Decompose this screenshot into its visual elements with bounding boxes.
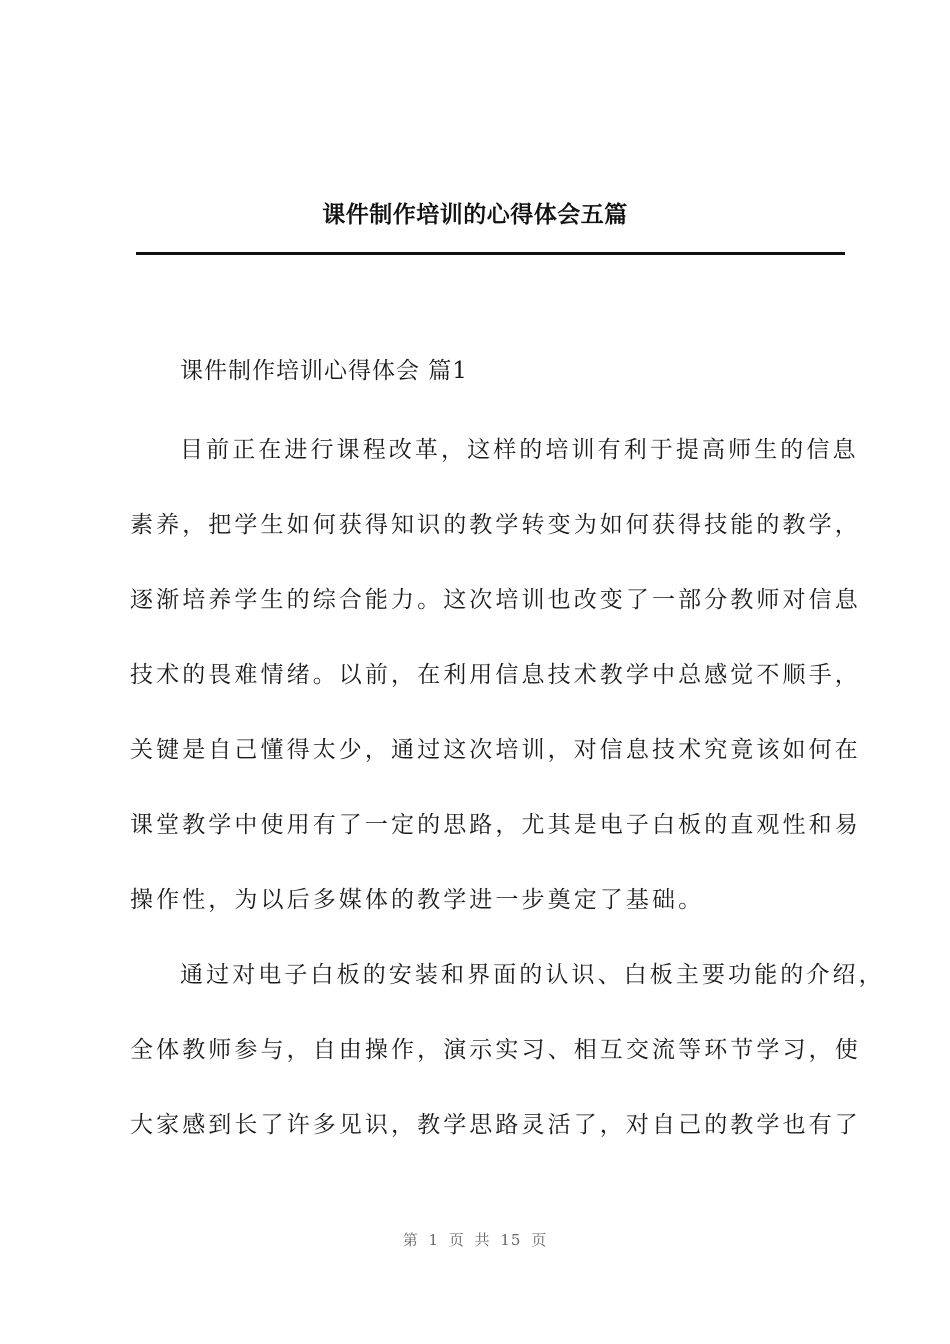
paragraph-1-line-3: 逐渐培养学生的综合能力。这次培训也改变了一部分教师对信息	[130, 587, 861, 613]
paragraph-2-line-1: 通过对电子白板的安装和界面的认识、白板主要功能的介绍，	[180, 962, 885, 988]
paragraph-1-line-2: 素养，把学生如何获得知识的教学转变为如何获得技能的教学，	[130, 512, 861, 538]
paragraph-1-line-7: 操作性，为以后多媒体的教学进一步奠定了基础。	[130, 887, 705, 913]
document-title: 课件制作培训的心得体会五篇	[322, 201, 628, 228]
paragraph-2-line-2: 全体教师参与，自由操作，演示实习、相互交流等环节学习，使	[130, 1037, 861, 1063]
paragraph-2-line-3: 大家感到长了许多见识，教学思路灵活了，对自己的教学也有了	[130, 1112, 861, 1138]
section-heading: 课件制作培训心得体会 篇1	[180, 358, 468, 384]
title-underline	[136, 252, 845, 255]
page-footer: 第 1 页 共 15 页	[402, 1231, 548, 1249]
paragraph-1-line-6: 课堂教学中使用有了一定的思路，尤其是电子白板的直观性和易	[130, 812, 861, 838]
paragraph-1-line-4: 技术的畏难情绪。以前，在利用信息技术教学中总感觉不顺手，	[130, 662, 861, 688]
paragraph-1-line-1: 目前正在进行课程改革，这样的培训有利于提高师生的信息	[180, 437, 859, 463]
paragraph-1-line-5: 关键是自己懂得太少，通过这次培训，对信息技术究竟该如何在	[130, 737, 861, 763]
